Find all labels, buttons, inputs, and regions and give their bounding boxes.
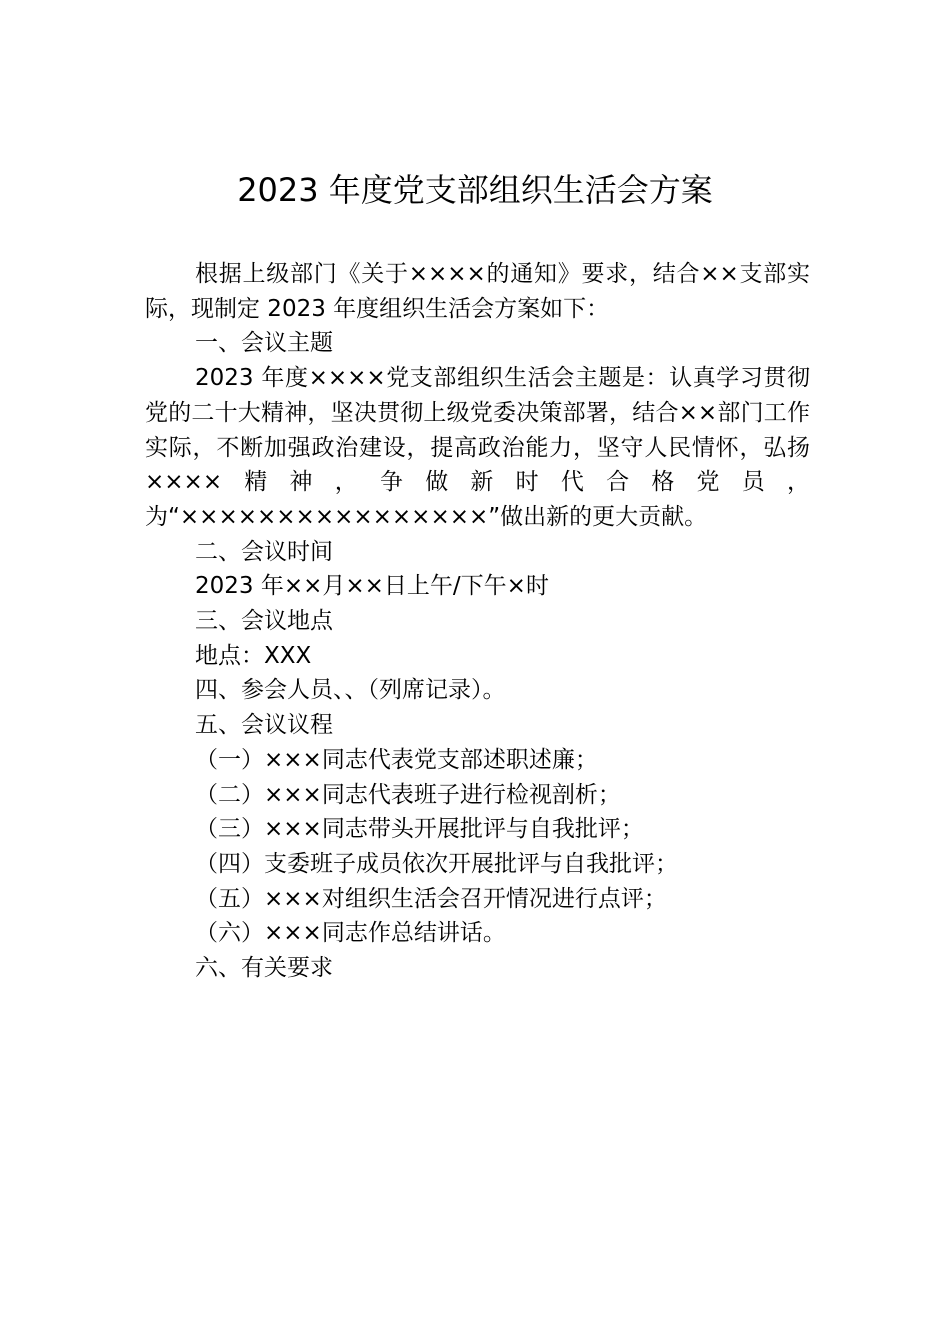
- agenda-item: （五）×××对组织生活会召开情况进行点评；: [195, 885, 667, 912]
- agenda-item: （三）×××同志带头开展批评与自我批评；: [195, 816, 644, 843]
- meeting-location: 地点：XXX: [195, 642, 312, 669]
- section-heading-time: 二、会议时间: [195, 538, 333, 565]
- agenda-item: （六）×××同志作总结讲话。: [195, 920, 506, 947]
- document-body: [145, 257, 810, 986]
- intro-paragraph: 根据上级部门《关于××××的通知》要求，结合××支部实际，现制定 2023 年度组织生活会方案如下：: [145, 261, 810, 322]
- agenda-item: （四）支委班子成员依次开展批评与自我批评；: [195, 850, 678, 877]
- section-heading-location: 三、会议地点: [195, 608, 333, 635]
- section-heading-agenda: 五、会议议程: [195, 712, 333, 739]
- section-heading-requirements: 六、有关要求: [195, 955, 333, 982]
- agenda-item: （二）×××同志代表班子进行检视剖析；: [195, 781, 621, 808]
- document-title: 2023 年度党支部组织生活会方案: [237, 171, 713, 209]
- section-heading-theme: 一、会议主题: [195, 330, 333, 357]
- theme-paragraph: 2023 年度××××党支部组织生活会主题是：认真学习贯彻党的二十大精神，坚决贯彻上级党委决策部署，结合××部门工作实际，不断加强政治建设，提高政治能力，坚守人民情怀，弘扬××××精神，争做新时代合格党员，为“××××××××××××××××”做出新的更大贡献。: [145, 365, 810, 530]
- meeting-time: 2023 年××月××日上午/下午×时: [195, 573, 549, 600]
- agenda-item: （一）×××同志代表党支部述职述廉；: [195, 746, 598, 773]
- section-heading-attendees: 四、参会人员、、（列席记录）。: [195, 677, 506, 704]
